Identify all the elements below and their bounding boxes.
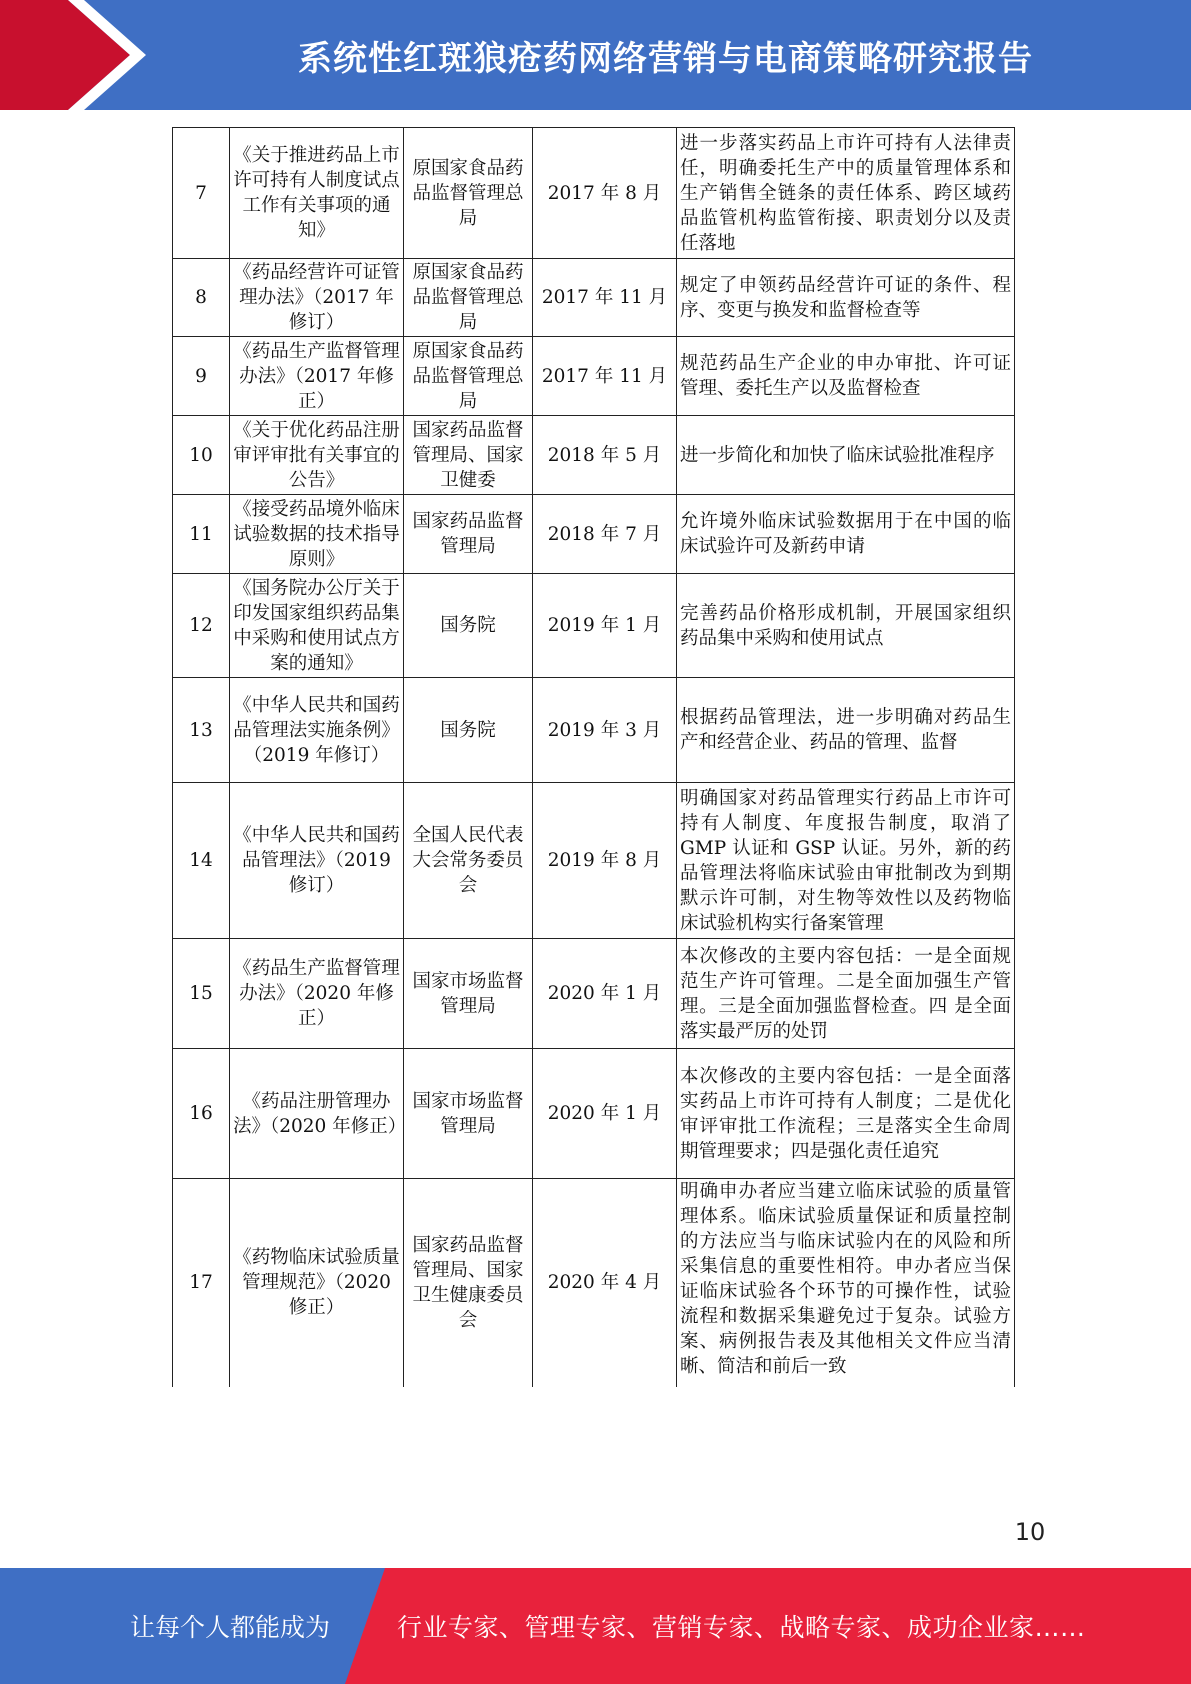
footer-slogan-left: 让每个人都能成为 bbox=[130, 1613, 331, 1642]
issuing-authority: 国务院 bbox=[404, 574, 533, 678]
issue-date: 2017 年 8 月 bbox=[533, 128, 677, 259]
row-number: 14 bbox=[173, 783, 230, 939]
policy-name: 《药品注册管理办法》（2020 年修正） bbox=[230, 1049, 404, 1179]
page-footer bbox=[0, 1568, 1191, 1684]
header-red-chevron bbox=[0, 0, 150, 110]
policy-name: 《关于优化药品注册审评审批有关事宜的公告》 bbox=[230, 416, 404, 495]
policy-description: 本次修改的主要内容包括：一是全面落实药品上市许可持有人制度；二是优化审评审批工作流程；三是落实全生命周期管理要求；四是强化责任追究 bbox=[677, 1049, 1015, 1179]
footer-slogan-right: 行业专家、管理专家、营销专家、战略专家、成功企业家…… bbox=[397, 1613, 1086, 1642]
row-number: 9 bbox=[173, 337, 230, 416]
policy-description: 本次修改的主要内容包括：一是全面规范生产许可管理。二是全面加强生产管理。三是全面加强监督检查。四 是全面落实最严厉的处罚 bbox=[677, 939, 1015, 1049]
policy-name: 《药品生产监督管理办法》（2017 年修正） bbox=[230, 337, 404, 416]
issue-date: 2018 年 7 月 bbox=[533, 495, 677, 574]
table-row bbox=[173, 337, 1015, 416]
policy-name: 《药品生产监督管理办法》（2020 年修正） bbox=[230, 939, 404, 1049]
issuing-authority: 国家药品监督管理局、国家卫健委 bbox=[404, 416, 533, 495]
row-number: 7 bbox=[173, 128, 230, 259]
policy-description: 进一步落实药品上市许可持有人法律责任，明确委托生产中的质量管理体系和生产销售全链条的责任体系、跨区域药品监管机构监管衔接、职责划分以及责任落地 bbox=[677, 128, 1015, 259]
policy-description: 完善药品价格形成机制，开展国家组织药品集中采购和使用试点 bbox=[677, 574, 1015, 678]
row-number: 17 bbox=[173, 1179, 230, 1387]
policy-description: 根据药品管理法，进一步明确对药品生产和经营企业、药品的管理、监督 bbox=[677, 678, 1015, 783]
table-row bbox=[173, 678, 1015, 783]
issue-date: 2020 年 1 月 bbox=[533, 1049, 677, 1179]
issue-date: 2019 年 3 月 bbox=[533, 678, 677, 783]
row-number: 12 bbox=[173, 574, 230, 678]
policy-description: 明确国家对药品管理实行药品上市许可持有人制度、年度报告制度，取消了 GMP 认证和 GSP 认证。另外，新的药品管理法将临床试验由审批制改为到期默示许可制，对生物等效性以及药物临床试验机构实行备案管理 bbox=[677, 783, 1015, 939]
issuing-authority: 国家市场监督管理局 bbox=[404, 939, 533, 1049]
table-row bbox=[173, 416, 1015, 495]
policy-name: 《药品经营许可证管理办法》（2017 年修订） bbox=[230, 259, 404, 337]
policy-name: 《关于推进药品上市许可持有人制度试点工作有关事项的通知》 bbox=[230, 128, 404, 259]
report-title: 系统性红斑狼疮药网络营销与电商策略研究报告 bbox=[298, 38, 1033, 79]
issue-date: 2019 年 1 月 bbox=[533, 574, 677, 678]
policy-description: 规范药品生产企业的申办审批、许可证管理、委托生产以及监督检查 bbox=[677, 337, 1015, 416]
policy-name: 《药物临床试验质量管理规范》（2020 修正） bbox=[230, 1179, 404, 1387]
policy-description: 允许境外临床试验数据用于在中国的临床试验许可及新药申请 bbox=[677, 495, 1015, 574]
row-number: 11 bbox=[173, 495, 230, 574]
table-row bbox=[173, 1049, 1015, 1179]
row-number: 10 bbox=[173, 416, 230, 495]
row-number: 13 bbox=[173, 678, 230, 783]
policy-description: 明确申办者应当建立临床试验的质量管理体系。临床试验质量保证和质量控制的方法应当与临床试验内在的风险和所采集信息的重要性相符。申办者应当保证临床试验各个环节的可操作性，试验流程和数据采集避免过于复杂。试验方案、病例报告表及其他相关文件应当清晰、简洁和前后一致 bbox=[677, 1179, 1015, 1387]
issuing-authority: 原国家食品药品监督管理总局 bbox=[404, 128, 533, 259]
policy-table bbox=[172, 127, 1015, 1387]
issuing-authority: 国家药品监督管理局 bbox=[404, 495, 533, 574]
issuing-authority: 全国人民代表大会常务委员会 bbox=[404, 783, 533, 939]
table-row bbox=[173, 783, 1015, 939]
table-row bbox=[173, 259, 1015, 337]
policy-name: 《接受药品境外临床试验数据的技术指导原则》 bbox=[230, 495, 404, 574]
issue-date: 2017 年 11 月 bbox=[533, 259, 677, 337]
issuing-authority: 国务院 bbox=[404, 678, 533, 783]
row-number: 16 bbox=[173, 1049, 230, 1179]
issue-date: 2017 年 11 月 bbox=[533, 337, 677, 416]
issue-date: 2018 年 5 月 bbox=[533, 416, 677, 495]
issuing-authority: 国家药品监督管理局、国家卫生健康委员会 bbox=[404, 1179, 533, 1387]
policy-name: 《国务院办公厅关于印发国家组织药品集中采购和使用试点方案的通知》 bbox=[230, 574, 404, 678]
policy-description: 进一步简化和加快了临床试验批准程序 bbox=[677, 416, 1015, 495]
policy-name: 《中华人民共和国药品管理法》（2019 修订） bbox=[230, 783, 404, 939]
table-row bbox=[173, 1179, 1015, 1387]
page-number: 10 bbox=[1014, 1518, 1046, 1546]
issuing-authority: 原国家食品药品监督管理总局 bbox=[404, 337, 533, 416]
row-number: 8 bbox=[173, 259, 230, 337]
issuing-authority: 原国家食品药品监督管理总局 bbox=[404, 259, 533, 337]
table-row bbox=[173, 128, 1015, 259]
row-number: 15 bbox=[173, 939, 230, 1049]
issue-date: 2019 年 8 月 bbox=[533, 783, 677, 939]
issue-date: 2020 年 4 月 bbox=[533, 1179, 677, 1387]
table-row bbox=[173, 574, 1015, 678]
policy-name: 《中华人民共和国药品管理法实施条例》（2019 年修订） bbox=[230, 678, 404, 783]
policy-description: 规定了申领药品经营许可证的条件、程序、变更与换发和监督检查等 bbox=[677, 259, 1015, 337]
page-header bbox=[0, 0, 1191, 110]
issue-date: 2020 年 1 月 bbox=[533, 939, 677, 1049]
table-row bbox=[173, 495, 1015, 574]
table-row bbox=[173, 939, 1015, 1049]
issuing-authority: 国家市场监督管理局 bbox=[404, 1049, 533, 1179]
